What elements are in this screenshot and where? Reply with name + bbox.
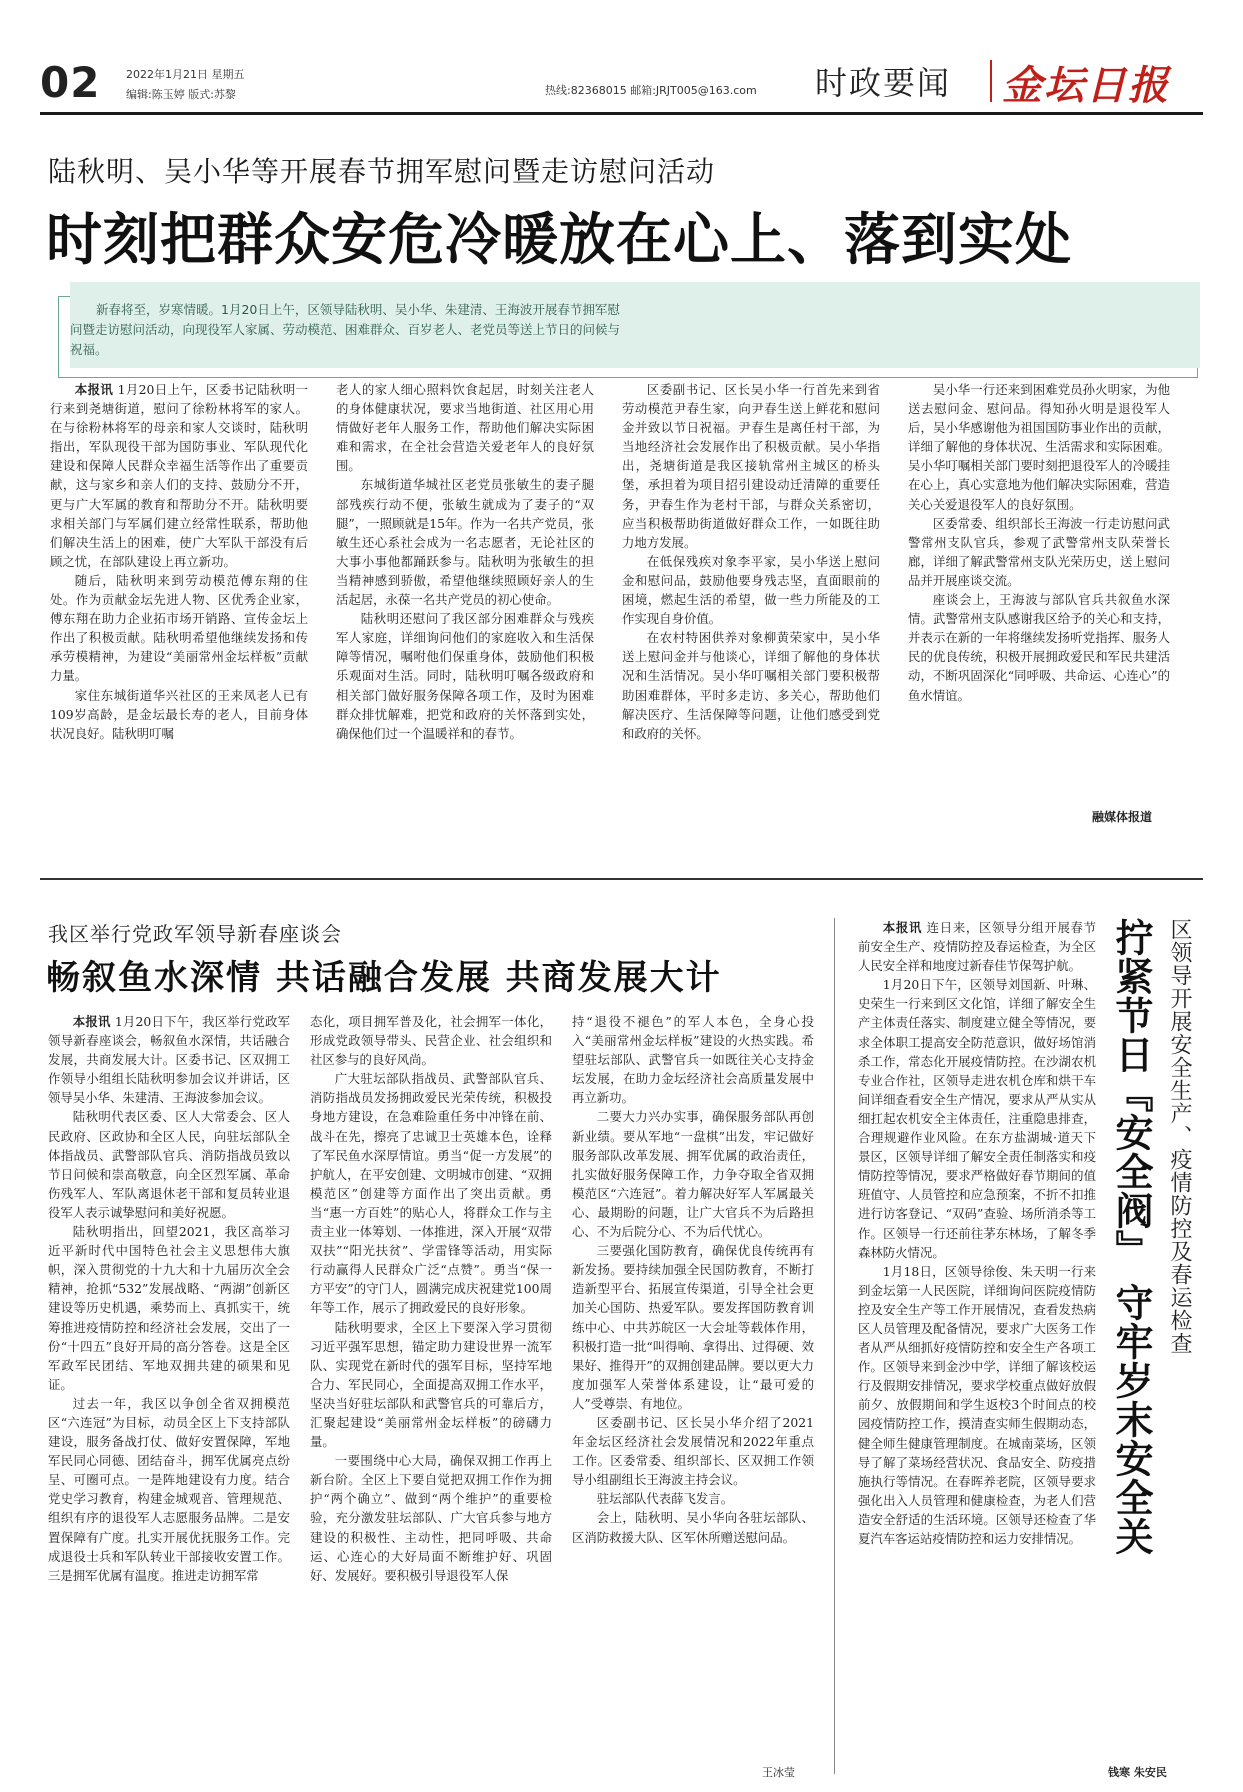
story3-body-top: [858, 918, 1096, 1548]
paragraph: 区委副书记、区长吴小华介绍了2021年金坛区经济社会发展情况和2022年重点工作。区委常委、组织部长、区双拥工作领导小组副组长王海波主持会议。: [572, 1414, 814, 1488]
section-title: 时政要闻: [815, 64, 952, 102]
story2-kicker: 我区举行党政军领导新春座谈会: [48, 922, 342, 946]
paragraph: 一要围绕中心大局，确保双拥工作再上新台阶。全区上下要自觉把双拥工作作为拥护“两个确立”、做到“两个维护”的重要检验，充分激发驻坛部队、广大官兵参与地方建设的积极性、主动性，把同呼吸、共命运、心连心的大好局面不断维护好、巩固好、发展好。要积极引导退役军人保: [310, 1453, 552, 1583]
paragraph: 老人的家人细心照料饮食起居，时刻关注老人的身体健康状况，要求当地街道、社区用心用情做好老年人服务工作，帮助他们解决实际困难和需求，在全社会营造关爱老年人的良好氛围。: [336, 382, 594, 474]
contact-info: 热线:82368015 邮箱:JRJT005@163.com: [545, 84, 757, 97]
paragraph: 持“退役不褪色”的军人本色，全身心投入“美丽常州金坛样板”建设的火热实践。希望驻坛部队、武警官兵一如既往关心支持金坛发展，在助力金坛经济社会高质量发展中再立新功。: [572, 1014, 814, 1106]
story2-column-3: [572, 1012, 814, 1547]
masthead-rule: [40, 112, 1203, 115]
paragraph: 连日来，区领导分组开展春节前安全生产、疫情防控及春运检查，为全区人民安全祥和地度过新春佳节保驾护航。: [858, 920, 1096, 974]
masthead: [40, 58, 1203, 110]
story1-column-4: [908, 380, 1170, 705]
story2-column-1: [48, 1012, 290, 1585]
paragraph: 会上，陆秋明、吴小华向各驻坛部队、区消防救援大队、区军休所赠送慰问品。: [572, 1510, 814, 1545]
page-number: 02: [40, 58, 101, 107]
paragraph: 家住东城街道华兴社区的王来凤老人已有109岁高龄，是金坛最长寿的老人，目前身体状况良好。陆秋明叮嘱: [50, 687, 308, 741]
paragraph: 1月20日下午，我区举行党政军领导新春座谈会，畅叙鱼水深情，共话融合发展，共商发展大计。区委书记、区双拥工作领导小组组长陆秋明参加会议并讲话，区领导吴小华、朱建清、王海波参加会议。: [48, 1014, 291, 1106]
paragraph: 陆秋明代表区委、区人大常委会、区人民政府、区政协和全区人民，向驻坛部队全体指战员、武警部队官兵、消防指战员致以节日问候和崇高敬意，向全区烈军属、革命伤残军人、军队离退休老干部和复员转业退役军人表示诚挚慰问和美好祝愿。: [48, 1109, 290, 1220]
dateline-label: 本报讯: [882, 920, 923, 935]
paragraph: 区委常委、组织部长王海波一行走访慰问武警常州支队官兵，参观了武警常州支队荣誉长廊，详细了解武警常州支队光荣历史，送上慰问品并开展座谈交流。: [908, 515, 1170, 588]
story1-lead: 新春将至，岁寒情暖。1月20日上午，区领导陆秋明、吴小华、朱建清、王海波开展春节拥军慰问暨走访慰问活动，向现役军人家属、劳动模范、困难群众、百岁老人、老党员等送上节日的问候与祝福。: [70, 302, 621, 357]
paragraph: 在农村特困供养对象柳黄荣家中，吴小华送上慰问金并与他谈心，详细了解他的身体状况和生活情况。吴小华叮嘱相关部门要积极帮助困难群体，平时多走访、多关心，帮助他们解决医疗、生活保障等问题，让他们感受到党和政府的关怀。: [622, 630, 880, 741]
story1-kicker: 陆秋明、吴小华等开展春节拥军慰问暨走访慰问活动: [48, 155, 716, 188]
story2-column-2: [310, 1012, 552, 1585]
paragraph: 东城街道华城社区老党员张敏生的妻子腿部残疾行动不便，张敏生就成为了妻子的“双腿”，一照顾就是15年。作为一名共产党员，张敏生还心系社会成为一名志愿者，无论社区的大事小事他都踊跃参与。陆秋明为张敏生的担当精神感到骄傲，希望他继续照顾好亲人的生活起居，永葆一名共产党员的初心使命。: [336, 477, 594, 608]
column-separator: [834, 918, 835, 1774]
paragraph: 区委副书记、区长吴小华一行首先来到省劳动模范尹春生家，向尹春生送上鲜花和慰问金并致以节日祝福。尹春生是离任村干部，为当地经济社会发展作出了积极贡献。吴小华指出，尧塘街道是我区接轨常州主城区的桥头堡，承担着为项目招引建设动迁清障的重要任务，尹春生作为老村干部，与群众关系密切，应当积极帮助街道做好群众工作，一如既往助力地方发展。: [622, 382, 880, 550]
masthead-divider: [990, 60, 992, 102]
paragraph: 三要强化国防教育，确保优良传统再有新发扬。要持续加强全民国防教育，不断打造新型平台、拓展宣传渠道，引导全社会更加关心国防、热爱军队。要发挥国防教育训练中心、中共苏皖区一大会址等载体作用，积极打造一批“叫得响、拿得出、过得硬、效果好、推得开”的双拥创建品牌。要以更大力度加强军人荣誉体系建设，让“最可爱的人”受尊崇、有地位。: [572, 1243, 814, 1411]
paragraph: 陆秋明还慰问了我区部分困难群众与残疾军人家庭，详细询问他们的家庭收入和生活保障等情况，嘱咐他们保重身体，鼓励他们积极乐观面对生活。同时，陆秋明叮嘱各级政府和相关部门做好服务保障各项工作，及时为困难群众排忧解难，把党和政府的关怀落到实处，确保他们过一个温暖祥和的春节。: [336, 611, 594, 741]
paragraph: 过去一年，我区以争创全省双拥模范区“六连冠”为目标，动员全区上下支持部队建设，服务备战打仗、做好安置保障，军地军民同心同德、团结奋斗，拥军优属亮点纷呈、可圈可点。一是阵地建设有力度。结合党史学习教育，构建金城观音、管理规范、组织有序的退役军人志愿服务品牌。二是安置保障有广度。扎实开展优抚服务工作。完成退役士兵和军队转业干部接收安置工作。三是拥军优属有温度。推进走访拥军常: [48, 1395, 290, 1583]
paragraph: 二要大力兴办实事，确保服务部队再创新业绩。要从军地“一盘棋”出发，牢记做好服务部队改革发展、拥军优属的政治责任，扎实做好服务保障工作，力争夺取全省双拥模范区“六连冠”。着力解决好军人军属最关心、最期盼的问题，让广大官兵不为后路担心、不为后院分心、不为后代忧心。: [572, 1109, 814, 1240]
paragraph: 吴小华一行还来到困难党员孙火明家，为他送去慰问金、慰问品。得知孙火明是退役军人后，吴小华感谢他为祖国国防事业作出的贡献，详细了解他的身体状况、生活需求和实际困难。吴小华叮嘱相关部门要时刻把退役军人的冷暖挂在心上，真心实意地为他们解决实际困难，营造关心关爱退役军人的良好氛围。: [908, 382, 1170, 512]
dateline-label: 本报讯: [72, 1014, 111, 1029]
story1-column-3: [622, 380, 880, 743]
story3-subhead: 区领导开展安全生产、疫情防控及春运检查: [1167, 918, 1192, 1355]
story1-byline: 融媒体报道: [1092, 810, 1153, 824]
paragraph: 在低保残疾对象李平家，吴小华送上慰问金和慰问品，鼓励他要身残志坚，直面眼前的困境，燃起生活的希望，做一些力所能及的工作实现自身价值。: [622, 553, 880, 627]
paragraph: 1月20日下午，区领导刘国新、叶琳、史荣生一行来到区文化馆，详细了解安全生产主体责任落实、制度建立健全等情况，要求全体职工提高安全防范意识，做好场馆消杀工作，常态化开展疫情防控。在沙湖农机专业合作社，区领导走进农机仓库和烘干车间详细查看安全生产情况，要求从严从实从细扛起农机安全主体责任，注重隐患排查，合理规避作业风险。在东方盐湖城·道天下景区，区领导详细了解安全责任制落实和疫情防控等情况，要求严格做好春节期间的值班值守、人员管控和应急预案，不折不扣推进行访客登记、“双码”查验、场所消杀等工作。区领导一行还前往茅东林场，了解冬季森林防火情况。: [858, 977, 1096, 1260]
paragraph: 陆秋明指出，回望2021，我区高举习近平新时代中国特色社会主义思想伟大旗帜，深入贯彻党的十九大和十九届历次全会精神，抢抓“532”发展战略、“两湖”创新区建设等历史机遇，乘势而上、真抓实干，统筹推进疫情防控和经济社会发展，交出了一份“十四五”良好开局的高分答卷。这是全区军政军民团结、军地双拥共建的硕果和见证。: [48, 1224, 290, 1392]
story1-column-1: [50, 380, 308, 743]
paragraph: 驻坛部队代表薛飞发言。: [596, 1491, 734, 1507]
editor-credits: 编辑:陈玉婷 版式:苏黎: [126, 88, 236, 101]
paragraph: 座谈会上，王海波与部队官兵共叙鱼水深情。武警常州支队感谢我区给予的关心和支持，并表示在新的一年将继续发扬听党指挥、服务人民的优良传统，积极开展拥政爱民和军民共建活动，不断巩固深化“同呼吸、共命运、心连心”的鱼水情谊。: [908, 592, 1170, 703]
story3-headline: 拧紧节日『安全阀』 守牢岁末安全关: [1109, 918, 1154, 1557]
paragraph: 随后，陆秋明来到劳动模范傅东翔的住处。作为贡献金坛先进人物、区优秀企业家，傅东翔在助力企业拓市场开销路、宣传金坛上作出了积极贡献。陆秋明希望他继续发扬和传承劳模精神，为建设“美丽常州金坛样板”贡献力量。: [50, 572, 308, 684]
story-separator: [40, 878, 1203, 880]
newspaper-logo: 金坛日报: [1002, 62, 1170, 109]
paragraph: 广大驻坛部队指战员、武警部队官兵、消防指战员发扬拥政爱民光荣传统，积极投身地方建设，在急难险重任务中冲锋在前、战斗在先，擦亮了忠诚卫士英雄本色，诠释了军民鱼水深厚情谊。勇当“促一方发展”的护航人，在平安创建、文明城市创建、“双拥模范区”创建等方面作出了突出贡献。勇当“惠一方百姓”的贴心人，将群众工作与主责主业一体筹划、一体推进，深入开展“双带双扶”“阳光扶贫”、学雷锋等活动，用实际行动赢得人民群众广泛“点赞”。勇当“保一方平安”的守门人，圆满完成庆祝建党100周年等工作，展示了拥政爱民的良好形象。: [310, 1071, 552, 1316]
dateline-label: 本报讯: [74, 382, 114, 397]
story2-headline: 畅叙鱼水深情 共话融合发展 共商发展大计: [46, 958, 722, 998]
story1-headline: 时刻把群众安危冷暖放在心上、落到实处: [46, 207, 1072, 273]
issue-date: 2022年1月21日 星期五: [126, 68, 245, 81]
story2-byline: 王冰莹: [762, 1766, 795, 1779]
paragraph: 态化，项目拥军普及化，社会拥军一体化，形成党政领导带头、民营企业、社会组织和社区参与的良好风尚。: [310, 1014, 552, 1068]
paragraph: 1月20日上午，区委书记陆秋明一行来到尧塘街道，慰问了徐粉林将军的家人。在与徐粉林将军的母亲和家人交谈时，陆秋明指出，军队现役干部为国防事业、军队现代化建设和保障人民群众幸福生活等作出了重要贡献，这与家乡和亲人们的支持、鼓励分不开，更与广大军属的教育和帮助分不开。陆秋明要求相关部门与军属们建立经常性联系，帮助他们解决生活上的困难，使广大军队干部没有后顾之忧，在部队建设上再立新功。: [50, 382, 309, 569]
story3-vertical-headline: [1104, 918, 1208, 1738]
story3-byline: 钱寒 朱安民: [1108, 1766, 1167, 1779]
paragraph: 陆秋明要求，全区上下要深入学习贯彻习近平强军思想，锚定助力建设世界一流军队、实现党在新时代的强军目标，坚持军地合力、军民同心，全面提高双拥工作水平，坚决当好驻坛部队和武警官兵的可靠后方，汇聚起建设“美丽常州金坛样板”的磅礴力量。: [310, 1319, 552, 1450]
paragraph: 1月18日，区领导徐俊、朱天明一行来到金坛第一人民医院，详细询问医院疫情防控及安全生产等工作开展情况，查看发热病区人员管理及配备情况，要求广大医务工作者从严从细抓好疫情防控和安全生产各项工作。区领导来到金沙中学，详细了解该校运行及假期安排情况，要求学校重点做好放假前夕、放假期间和学生返校3个时间点的校园疫情防控工作，摸清查实师生假期动态，健全师生健康管理制度。在城南菜场，区领导了解了菜场经营状况、食品安全、防疫措施执行等情况。在春晖养老院，区领导要求强化出入人员管理和健康检查，为老人们营造安全舒适的生活环境。区领导还检查了华夏汽车客运站疫情防控和运力安排情况。: [858, 1263, 1096, 1546]
story1-column-2: [336, 380, 594, 743]
